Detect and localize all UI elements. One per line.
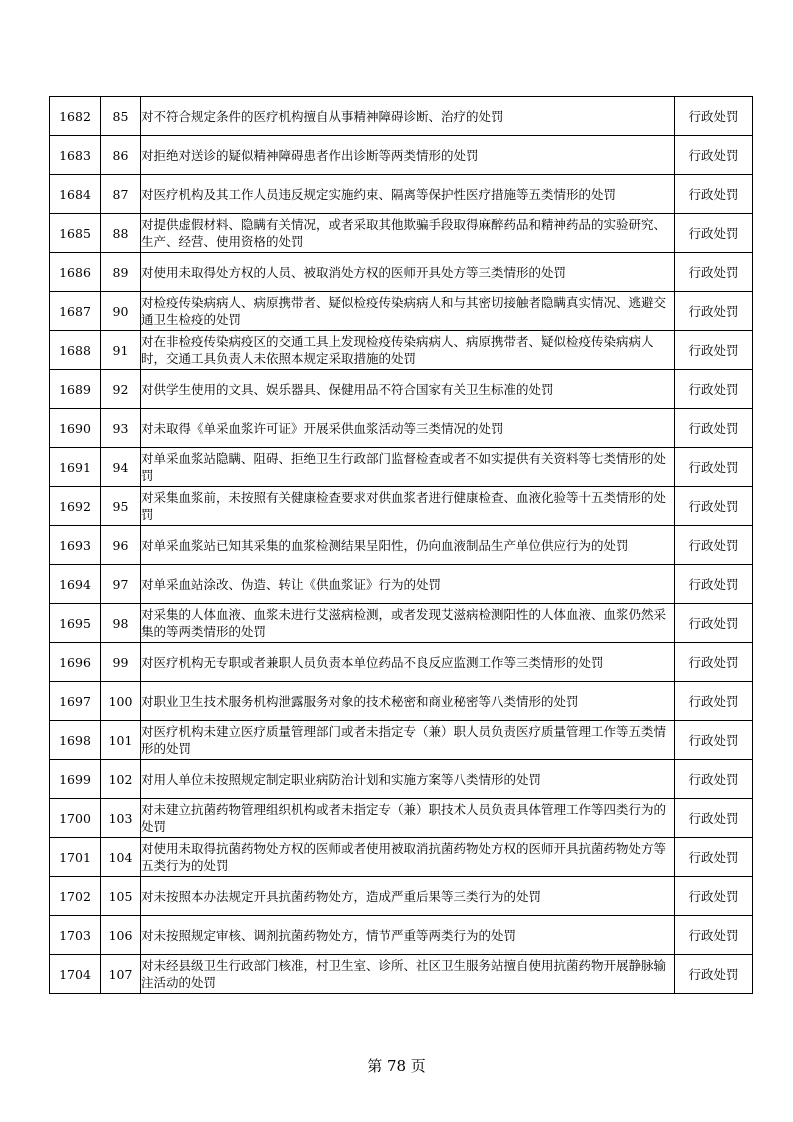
row-category: 行政处罚 (675, 760, 753, 799)
table-row (50, 721, 753, 760)
table-row (50, 643, 753, 682)
table-row (50, 838, 753, 877)
row-seq-number: 1696 (50, 643, 101, 682)
table-row (50, 409, 753, 448)
row-category: 行政处罚 (675, 604, 753, 643)
table-row (50, 292, 753, 331)
row-item-number: 98 (101, 604, 141, 643)
table-row (50, 487, 753, 526)
row-seq-number: 1685 (50, 214, 101, 253)
row-item-number: 100 (101, 682, 141, 721)
table-row (50, 682, 753, 721)
row-item-description: 对未按照本办法规定开具抗菌药物处方，造成严重后果等三类行为的处罚 (141, 877, 675, 916)
table-row (50, 448, 753, 487)
table-body (50, 97, 753, 994)
row-category: 行政处罚 (675, 838, 753, 877)
row-item-number: 94 (101, 448, 141, 487)
row-seq-number: 1698 (50, 721, 101, 760)
row-category: 行政处罚 (675, 175, 753, 214)
row-category: 行政处罚 (675, 682, 753, 721)
row-item-description: 对提供虚假材料、隐瞒有关情况，或者采取其他欺骗手段取得麻醉药品和精神药品的实验研究、生产、经营、使用资格的处罚 (141, 214, 675, 253)
row-item-description: 对使用未取得处方权的人员、被取消处方权的医师开具处方等三类情形的处罚 (141, 253, 675, 292)
row-category: 行政处罚 (675, 292, 753, 331)
row-seq-number: 1688 (50, 331, 101, 370)
row-seq-number: 1695 (50, 604, 101, 643)
row-category: 行政处罚 (675, 526, 753, 565)
row-category: 行政处罚 (675, 916, 753, 955)
table-row (50, 760, 753, 799)
table-row (50, 253, 753, 292)
row-category: 行政处罚 (675, 409, 753, 448)
row-category: 行政处罚 (675, 721, 753, 760)
row-seq-number: 1682 (50, 97, 101, 136)
page-number: 第 78 页 (367, 1057, 426, 1075)
row-category: 行政处罚 (675, 799, 753, 838)
row-item-description: 对不符合规定条件的医疗机构擅自从事精神障碍诊断、治疗的处罚 (141, 97, 675, 136)
row-seq-number: 1703 (50, 916, 101, 955)
row-category: 行政处罚 (675, 136, 753, 175)
row-category: 行政处罚 (675, 370, 753, 409)
row-item-number: 96 (101, 526, 141, 565)
row-item-description: 对检疫传染病病人、病原携带者、疑似检疫传染病病人和与其密切接触者隐瞒真实情况、逃避交通卫生检疫的处罚 (141, 292, 675, 331)
row-item-description: 对单采血浆站隐瞒、阻碍、拒绝卫生行政部门监督检查或者不如实提供有关资料等七类情形的处罚 (141, 448, 675, 487)
row-category: 行政处罚 (675, 955, 753, 994)
row-item-description: 对未经县级卫生行政部门核准，村卫生室、诊所、社区卫生服务站擅自使用抗菌药物开展静脉输注活动的处罚 (141, 955, 675, 994)
row-category: 行政处罚 (675, 214, 753, 253)
table-row (50, 565, 753, 604)
row-item-number: 102 (101, 760, 141, 799)
row-seq-number: 1692 (50, 487, 101, 526)
row-item-description: 对医疗机构未建立医疗质量管理部门或者未指定专（兼）职人员负责医疗质量管理工作等五类情形的处罚 (141, 721, 675, 760)
table-row (50, 370, 753, 409)
table-row (50, 526, 753, 565)
row-category: 行政处罚 (675, 643, 753, 682)
row-seq-number: 1701 (50, 838, 101, 877)
row-item-number: 88 (101, 214, 141, 253)
row-item-description: 对采集的人体血液、血浆未进行艾滋病检测，或者发现艾滋病检测阳性的人体血液、血浆仍然采集的等两类情形的处罚 (141, 604, 675, 643)
table-row (50, 955, 753, 994)
row-category: 行政处罚 (675, 565, 753, 604)
table-row (50, 331, 753, 370)
row-item-number: 104 (101, 838, 141, 877)
row-seq-number: 1697 (50, 682, 101, 721)
row-seq-number: 1689 (50, 370, 101, 409)
row-category: 行政处罚 (675, 487, 753, 526)
table-row (50, 136, 753, 175)
row-item-description: 对用人单位未按照规定制定职业病防治计划和实施方案等八类情形的处罚 (141, 760, 675, 799)
table-row (50, 799, 753, 838)
row-seq-number: 1683 (50, 136, 101, 175)
row-seq-number: 1700 (50, 799, 101, 838)
row-seq-number: 1693 (50, 526, 101, 565)
row-category: 行政处罚 (675, 97, 753, 136)
row-item-description: 对职业卫生技术服务机构泄露服务对象的技术秘密和商业秘密等八类情形的处罚 (141, 682, 675, 721)
row-item-description: 对供学生使用的文具、娱乐器具、保健用品不符合国家有关卫生标准的处罚 (141, 370, 675, 409)
row-item-number: 106 (101, 916, 141, 955)
table-row (50, 175, 753, 214)
row-seq-number: 1704 (50, 955, 101, 994)
row-item-number: 92 (101, 370, 141, 409)
row-category: 行政处罚 (675, 877, 753, 916)
row-item-number: 107 (101, 955, 141, 994)
row-item-number: 93 (101, 409, 141, 448)
row-item-number: 85 (101, 97, 141, 136)
row-seq-number: 1686 (50, 253, 101, 292)
row-category: 行政处罚 (675, 331, 753, 370)
row-item-number: 87 (101, 175, 141, 214)
row-seq-number: 1690 (50, 409, 101, 448)
row-seq-number: 1691 (50, 448, 101, 487)
table-row (50, 877, 753, 916)
penalty-items-table (49, 96, 753, 994)
row-item-description: 对单采血浆站已知其采集的血浆检测结果呈阳性，仍向血液制品生产单位供应行为的处罚 (141, 526, 675, 565)
row-item-number: 89 (101, 253, 141, 292)
row-seq-number: 1684 (50, 175, 101, 214)
row-item-description: 对拒绝对送诊的疑似精神障碍患者作出诊断等两类情形的处罚 (141, 136, 675, 175)
row-item-number: 86 (101, 136, 141, 175)
row-item-number: 90 (101, 292, 141, 331)
row-item-number: 97 (101, 565, 141, 604)
row-item-description: 对医疗机构及其工作人员违反规定实施约束、隔离等保护性医疗措施等五类情形的处罚 (141, 175, 675, 214)
row-item-description: 对未取得《单采血浆许可证》开展采供血浆活动等三类情况的处罚 (141, 409, 675, 448)
row-item-number: 91 (101, 331, 141, 370)
row-item-description: 对在非检疫传染病疫区的交通工具上发现检疫传染病病人、病原携带者、疑似检疫传染病病人时，交通工具负责人未依照本规定采取措施的处罚 (141, 331, 675, 370)
table-row (50, 214, 753, 253)
table-row (50, 604, 753, 643)
table-row (50, 916, 753, 955)
row-item-number: 99 (101, 643, 141, 682)
row-seq-number: 1687 (50, 292, 101, 331)
row-category: 行政处罚 (675, 253, 753, 292)
row-item-number: 95 (101, 487, 141, 526)
row-seq-number: 1699 (50, 760, 101, 799)
row-item-description: 对采集血浆前，未按照有关健康检查要求对供血浆者进行健康检查、血液化验等十五类情形的处罚 (141, 487, 675, 526)
row-seq-number: 1702 (50, 877, 101, 916)
row-seq-number: 1694 (50, 565, 101, 604)
row-category: 行政处罚 (675, 448, 753, 487)
row-item-description: 对未建立抗菌药物管理组织机构或者未指定专（兼）职技术人员负责具体管理工作等四类行为的处罚 (141, 799, 675, 838)
row-item-description: 对未按照规定审核、调剂抗菌药物处方，情节严重等两类行为的处罚 (141, 916, 675, 955)
table-row (50, 97, 753, 136)
row-item-description: 对使用未取得抗菌药物处方权的医师或者使用被取消抗菌药物处方权的医师开具抗菌药物处方等五类行为的处罚 (141, 838, 675, 877)
row-item-description: 对医疗机构无专职或者兼职人员负责本单位药品不良反应监测工作等三类情形的处罚 (141, 643, 675, 682)
row-item-number: 103 (101, 799, 141, 838)
row-item-number: 105 (101, 877, 141, 916)
row-item-description: 对单采血站涂改、伪造、转让《供血浆证》行为的处罚 (141, 565, 675, 604)
row-item-number: 101 (101, 721, 141, 760)
